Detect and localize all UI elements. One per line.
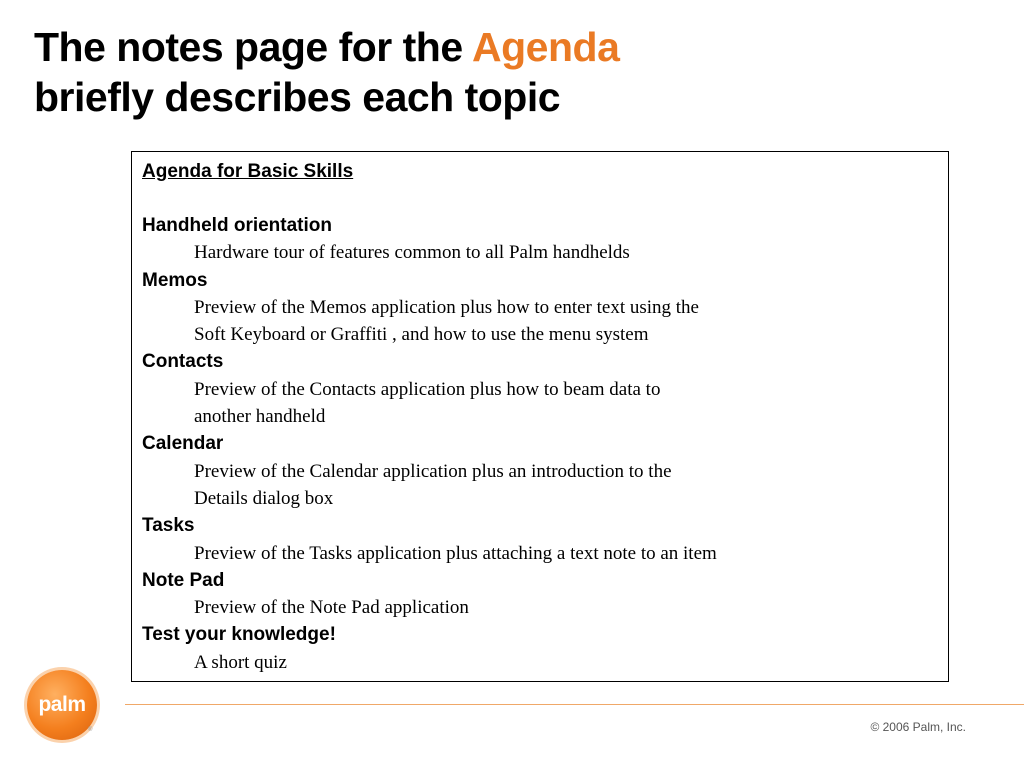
topic-desc-handheld-orientation-1: Hardware tour of features common to all Palm handhelds bbox=[194, 242, 630, 264]
topic-desc-contacts-2: another handheld bbox=[194, 406, 326, 428]
copyright-text: © 2006 Palm, Inc. bbox=[870, 720, 966, 734]
registered-mark: ® bbox=[88, 727, 93, 733]
topic-title-calendar: Calendar bbox=[142, 433, 224, 455]
topic-title-contacts: Contacts bbox=[142, 351, 224, 373]
topic-desc-memos-2: Soft Keyboard or Graffiti , and how to use the menu system bbox=[194, 324, 649, 346]
slide-title bbox=[34, 22, 619, 122]
topic-desc-contacts-1: Preview of the Contacts application plus how to beam data to bbox=[194, 378, 661, 400]
agenda-heading: Agenda for Basic Skills bbox=[142, 161, 354, 182]
topic-desc-note-pad-1: Preview of the Note Pad application bbox=[194, 597, 469, 619]
topic-title-memos: Memos bbox=[142, 269, 208, 291]
palm-logo bbox=[27, 670, 97, 740]
topic-desc-calendar-1: Preview of the Calendar application plus an introduction to the bbox=[194, 460, 672, 482]
topic-title-handheld-orientation: Handheld orientation bbox=[142, 215, 332, 236]
title-line2: briefly describes each topic bbox=[34, 74, 561, 120]
footer-divider bbox=[125, 704, 1024, 705]
topic-title-tasks: Tasks bbox=[142, 515, 195, 537]
topic-title-test-your-knowledge: Test your knowledge! bbox=[142, 624, 336, 646]
agenda-box bbox=[131, 151, 949, 682]
title-accent-word: Agenda bbox=[472, 24, 620, 70]
topic-desc-test-your-knowledge-1: A short quiz bbox=[194, 651, 287, 673]
title-line1-prefix: The notes page for the bbox=[34, 24, 473, 70]
topic-desc-calendar-2: Details dialog box bbox=[194, 487, 334, 509]
palm-logo-text: palm bbox=[38, 693, 86, 716]
agenda-spacer bbox=[142, 185, 938, 212]
topic-desc-tasks-1: Preview of the Tasks application plus attaching a text note to an item bbox=[194, 542, 717, 564]
topic-desc-memos-1: Preview of the Memos application plus how to enter text using the bbox=[194, 296, 699, 318]
topic-title-note-pad: Note Pad bbox=[142, 569, 225, 591]
